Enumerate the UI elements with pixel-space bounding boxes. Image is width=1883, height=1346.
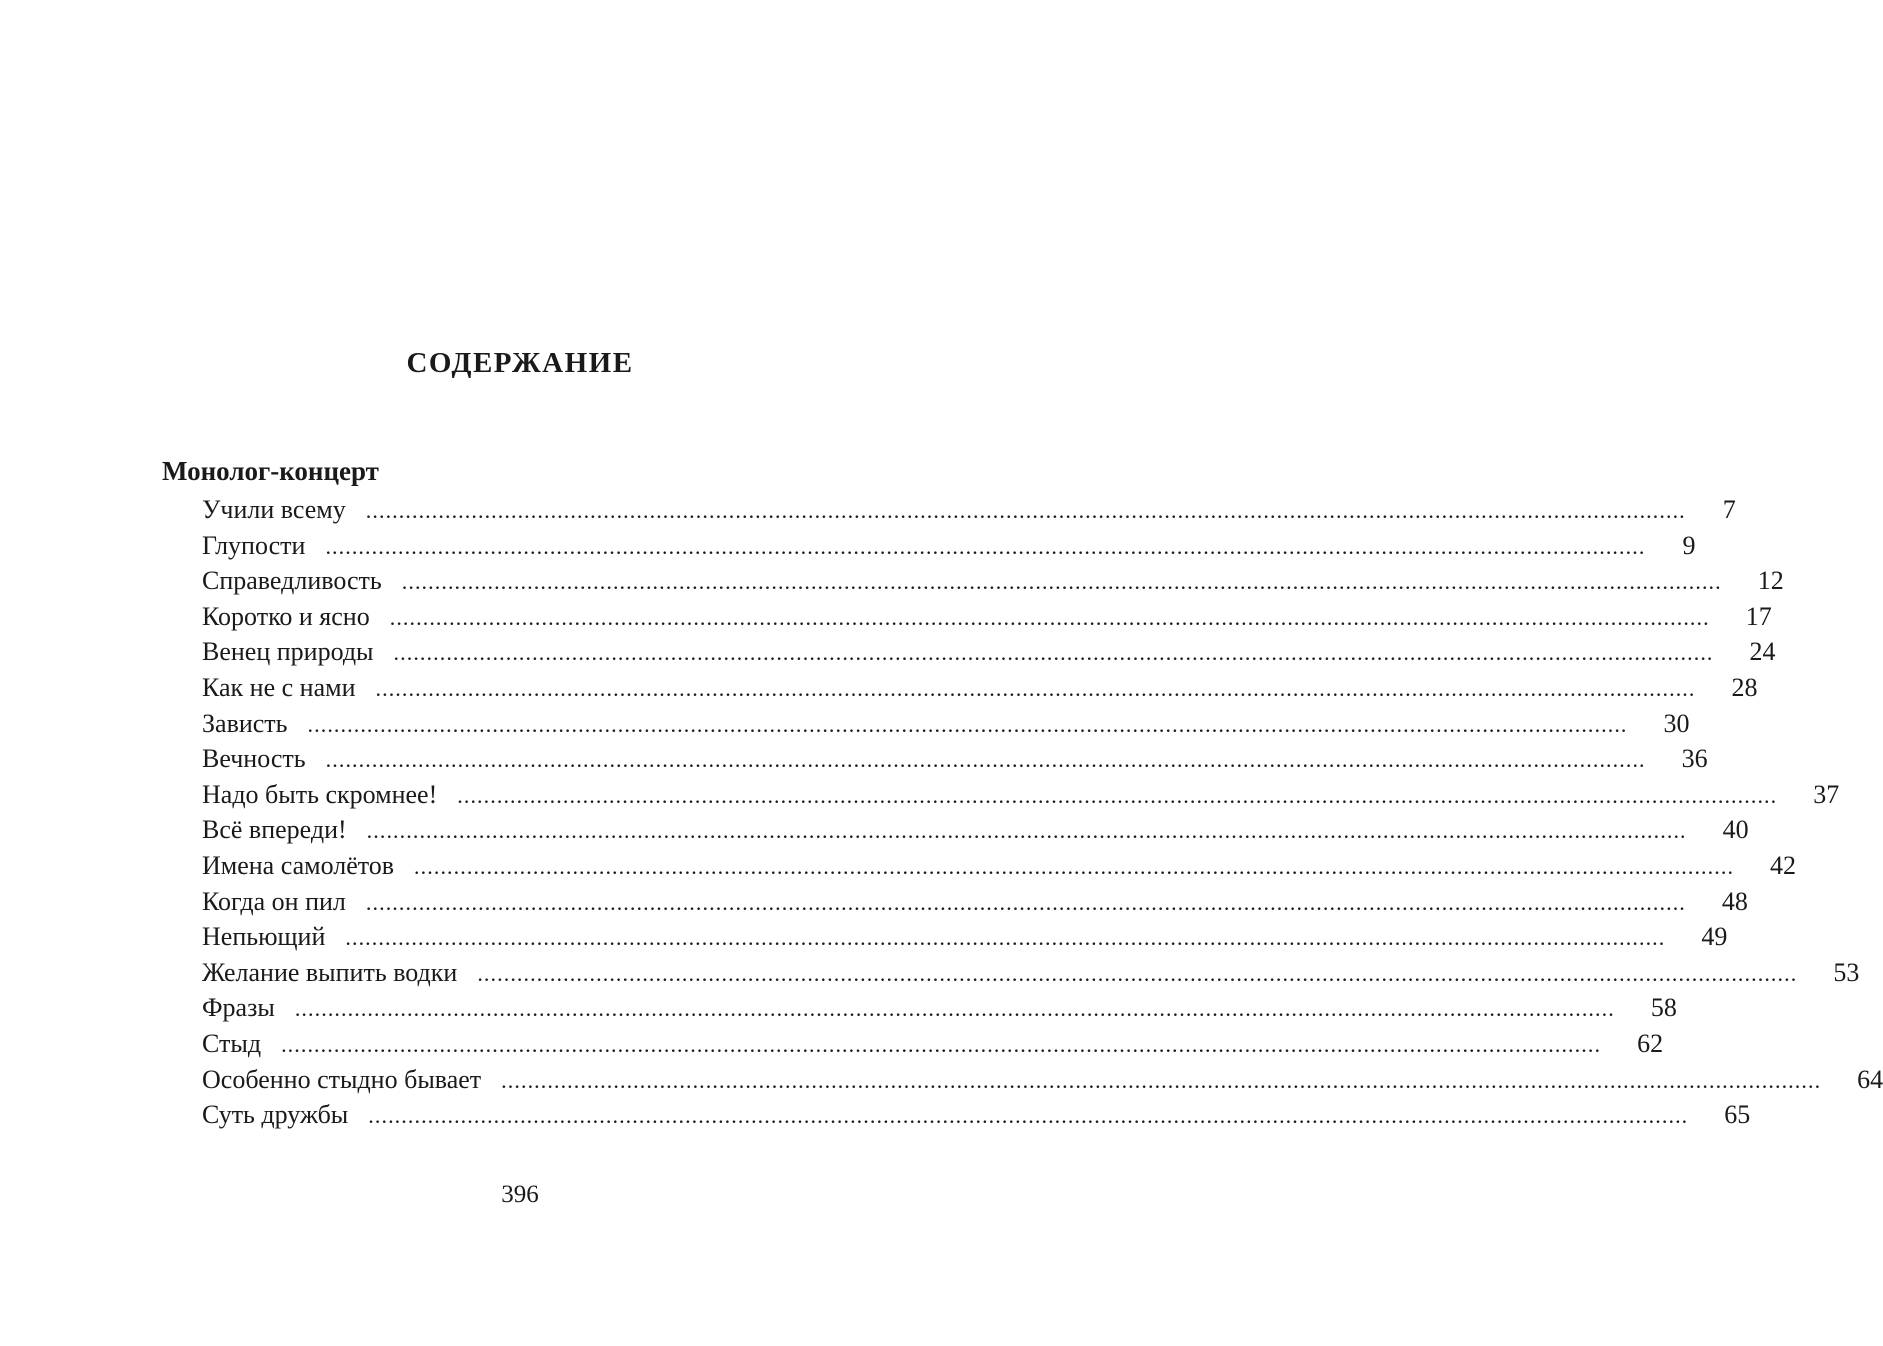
toc-entry-title: Коротко и ясно [202, 601, 370, 631]
dot-leader: ........................................................................................................................................................................................................ [501, 1067, 1822, 1093]
dot-leader: ........................................................................................................................................................................................................ [366, 818, 1687, 844]
dot-leader: ........................................................................................................................................................................................................ [457, 782, 1778, 808]
toc-entry [202, 634, 1776, 670]
toc-entry-title: Стыд [202, 1028, 262, 1058]
section-title: Монолог-концерт [162, 456, 379, 486]
toc-entry-page: 65 [1724, 1100, 1751, 1130]
dot-leader: ........................................................................................................................................................................................................ [294, 996, 1615, 1022]
toc-entry [202, 919, 1728, 955]
dot-leader: ........................................................................................................................................................................................................ [401, 569, 1722, 595]
page-number: 396 [501, 1181, 539, 1208]
toc-entry-page: 12 [1757, 566, 1784, 596]
toc-entry-title: Зависть [202, 708, 288, 738]
dot-leader: ........................................................................................................................................................................................................ [281, 1031, 1602, 1057]
dot-leader: ........................................................................................................................................................................................................ [375, 675, 1696, 701]
toc-entry [202, 1026, 1664, 1062]
toc-entry [202, 1062, 1883, 1098]
dot-leader: ........................................................................................................................................................................................................ [325, 747, 1646, 773]
toc-entry [202, 528, 1696, 564]
toc-entry-page: 40 [1722, 815, 1749, 845]
toc-entry-title: Когда он пил [202, 886, 346, 916]
toc-entry-page: 9 [1682, 530, 1696, 560]
toc-entry-title: Как не с нами [202, 672, 356, 702]
toc-entry-title: Справедливость [202, 566, 382, 596]
toc-entry-title: Учили всему [202, 495, 346, 524]
dot-leader: ........................................................................................................................................................................................................ [307, 711, 1628, 737]
toc-entry-title: Имена самолётов [202, 850, 395, 880]
toc-entry-title: Вечность [202, 744, 306, 774]
dot-leader: ........................................................................................................................................................................................................ [325, 533, 1646, 559]
toc-entry-page: 30 [1663, 708, 1690, 738]
dot-leader: ........................................................................................................................................................................................................ [414, 853, 1735, 879]
dot-leader: ........................................................................................................................................................................................................ [368, 1103, 1689, 1129]
toc-entry [202, 1097, 1751, 1133]
toc-entry [202, 777, 1840, 813]
toc-entry [202, 812, 1749, 848]
toc-entry [202, 884, 1748, 920]
dot-leader: ........................................................................................................................................................................................................ [365, 889, 1686, 915]
toc-entry [202, 599, 1772, 635]
toc-entry-page: 64 [1857, 1064, 1883, 1094]
toc-entry [202, 848, 1797, 884]
toc-entry-page: 49 [1701, 922, 1728, 952]
toc-entry [202, 706, 1690, 742]
dot-leader: ........................................................................................................................................................................................................ [389, 604, 1710, 630]
toc-entry-page: 24 [1749, 637, 1776, 667]
toc-entry-title: Непьющий [202, 922, 326, 952]
toc-entry-page: 42 [1770, 850, 1797, 880]
toc-entry-title: Венец природы [202, 637, 374, 667]
toc-entry-title: Фразы [202, 993, 275, 1023]
toc-entry-page: 36 [1681, 744, 1708, 774]
toc-entry [202, 670, 1758, 706]
toc-list [202, 492, 1883, 1133]
toc-entry [202, 990, 1677, 1026]
dot-leader: ........................................................................................................................................................................................................ [477, 960, 1798, 986]
toc-entry-title: Глупости [202, 530, 306, 560]
toc-entry-page: 17 [1745, 601, 1772, 631]
toc-entry-title: Суть дружбы [202, 1100, 349, 1130]
toc-entry-page: 62 [1637, 1028, 1664, 1058]
toc-entry-page: 28 [1731, 672, 1758, 702]
toc-entry-title: Надо быть скромнее! [202, 779, 438, 809]
dot-leader: ........................................................................................................................................................................................................ [345, 925, 1666, 951]
toc-entry-title: Желание выпить водки [202, 957, 458, 987]
toc-entry-page: 53 [1833, 957, 1860, 987]
toc-entry [202, 492, 1736, 528]
toc-entry-title: Всё впереди! [202, 815, 347, 845]
dot-leader: ........................................................................................................................................................................................................ [365, 498, 1686, 523]
page-title: СОДЕРЖАНИЕ [406, 347, 634, 380]
toc-entry-title: Особенно стыдно бывает [202, 1064, 482, 1094]
toc-entry [202, 955, 1860, 991]
toc-entry-page: 58 [1650, 993, 1677, 1023]
toc-entry [202, 563, 1784, 599]
toc-entry-page: 7 [1722, 495, 1736, 524]
toc-entry-page: 48 [1721, 886, 1748, 916]
toc-entry-page: 37 [1813, 779, 1840, 809]
toc-entry [202, 741, 1708, 777]
dot-leader: ........................................................................................................................................................................................................ [393, 640, 1714, 666]
